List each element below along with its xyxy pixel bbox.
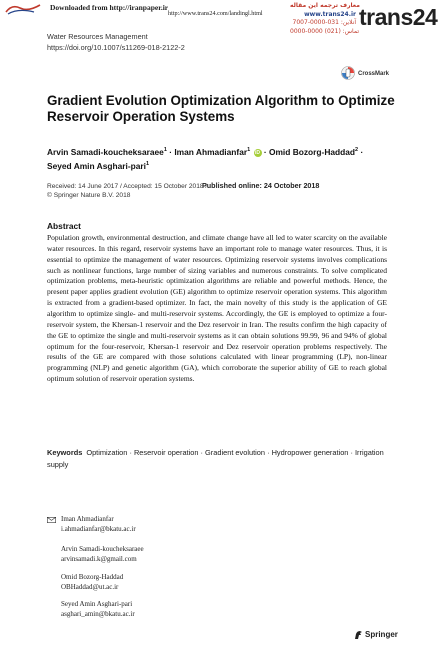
author-separator: · — [263, 146, 267, 157]
ad-line-1: معارف ترجمه این مقاله — [290, 2, 360, 9]
contact-email[interactable]: i.ahmadianfar@bkatu.ac.ir — [61, 524, 136, 533]
contact-name: Arvin Samadi-koucheksaraee — [61, 545, 144, 553]
contact-email[interactable]: OBHaddad@ut.ac.ir — [61, 582, 119, 591]
author-separator: · — [169, 146, 173, 157]
journal-name: Water Resources Management — [47, 32, 148, 41]
author-name[interactable]: Arvin Samadi-koucheksaraee — [47, 146, 164, 157]
contact-name: Seyed Amin Asghari-pari — [61, 600, 133, 608]
contact-name: Omid Bozorg-Haddad — [61, 573, 124, 581]
contact-email[interactable]: asghari_amin@bkatu.ac.ir — [61, 609, 135, 618]
copyright-notice: © Springer Nature B.V. 2018 — [47, 192, 131, 199]
ad-banner-text — [290, 2, 360, 36]
ad-line-4: تماس: (021) 0000-0000 — [290, 27, 359, 35]
crossmark-icon — [341, 66, 355, 80]
author-contacts — [47, 515, 247, 618]
contact-name: Iman Ahmadianfar — [61, 515, 114, 523]
abstract-text: Population growth, environmental destruction, and climate change have all led to water scarcity on the available water resources. In this regard, reservoir systems have an important role to manage water resources. Thus, it is essential to optimize the management of water resources. Optimizing reservoir systems involves complications such as nonlinear functions, large number of sizing variables and numerous constraints. To solve complicated optimization problems, meta-heuristic optimization algorithms are reliable and powerful methods. Hence, the present paper applies gradient evolution (GE) algorithm to optimize reservoir operation systems. This algorithm is extracted from a gradient-based optimizer. In fact, the main novelty of this study is the application of GE algorithm to optimize single- and multi-reservoir systems. Accordingly, the GE is employed to optimize a four-reservoir system, the Khersan-1 reservoir and the Dez reservoir in Iran. The results confirm the high capacity of the GE to optimize the single and multi-reservoir systems as it can obtain solutions 99.99, 96 and 94% of global optimum for the four-reservoir, Khersan-1 reservoir and Dez reservoir operation problems respectively. The results of the GE are compared with those solutions calculated with linear programming (LP), non-linear programming (NLP) and genetic algorithm (GA), which corroborate the superior ability of GE to reach global optimum solution of reservoir operation systems. — [47, 233, 387, 384]
author-list — [47, 144, 407, 173]
author-name[interactable]: Omid Bozorg-Haddad — [268, 146, 356, 157]
iranpaper-logo — [4, 2, 44, 16]
published-online-date: Published online: 24 October 2018 — [202, 181, 320, 190]
landing-url-link[interactable]: http://www.trans24.com/landingl.html — [168, 10, 263, 17]
mail-icon — [47, 517, 56, 523]
downloaded-from-text: Downloaded from http://iranpaper.ir — [50, 3, 169, 12]
abstract-heading: Abstract — [47, 221, 81, 231]
springer-horse-icon — [354, 630, 363, 640]
keywords-label: Keywords — [47, 448, 83, 457]
crossmark-badge[interactable] — [341, 66, 397, 85]
springer-label: Springer — [365, 630, 398, 640]
author-name[interactable]: Seyed Amin Asghari-pari — [47, 161, 146, 172]
author-affiliation: 2 — [355, 147, 359, 153]
author-name[interactable]: Iman Ahmadianfar — [174, 146, 248, 157]
crossmark-label: CrossMark — [358, 71, 390, 77]
doi-link[interactable]: https://doi.org/10.1007/s11269-018-2122-2 — [47, 43, 185, 52]
author-affiliation: 1 — [145, 161, 150, 168]
author-affiliation: 1 — [163, 147, 167, 153]
ad-line-3: آنلاین: 031-0000-7007 — [292, 19, 356, 26]
orcid-icon[interactable]: iD — [255, 149, 261, 156]
received-accepted-dates: Received: 14 June 2017 / Accepted: 15 October 2018 / — [47, 183, 208, 190]
author-separator: · — [360, 146, 364, 157]
author-affiliation: 1 — [247, 147, 251, 153]
keywords-list: Optimization · Reservoir operation · Gradient evolution · Hydropower generation · Irrigation supply — [47, 448, 384, 469]
trans24-logo[interactable]: trans24 — [359, 4, 438, 30]
contact-email[interactable]: arvinsamadi.k@gmail.com — [61, 554, 137, 563]
springer-logo[interactable] — [354, 630, 398, 640]
article-title: Gradient Evolution Optimization Algorithm to Optimize Reservoir Operation Systems — [47, 93, 395, 124]
ad-line-2[interactable]: www.trans24.ir — [304, 10, 356, 18]
keywords-section — [47, 447, 387, 470]
